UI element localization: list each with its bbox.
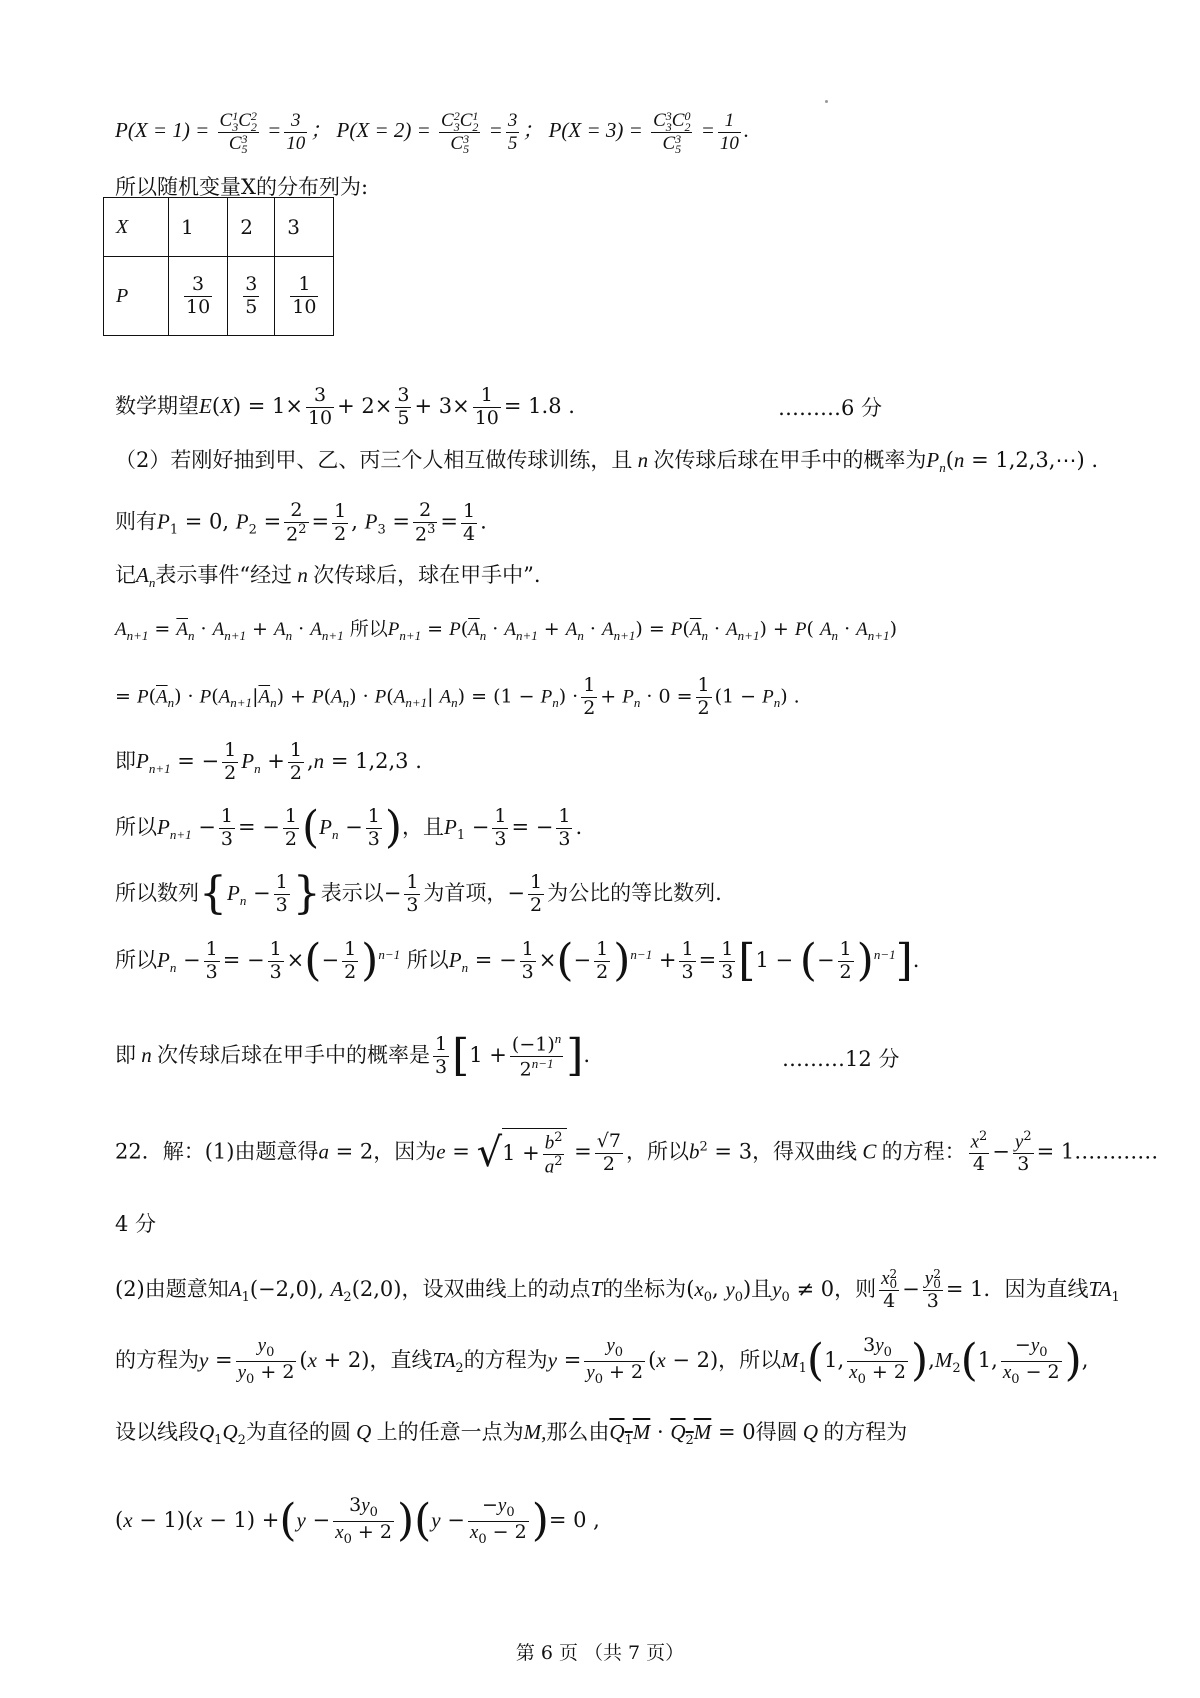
score-4: 4 分: [115, 1212, 157, 1236]
circle-equation: (x − 1)(x − 1) +(y − $\frac{3y_0}{x_0 + 2}$ )(y − $\frac{-y_0}{x_0 - 2}$ )= 0 ,: [115, 1494, 600, 1547]
problem22-part2-line1: (2)由题意知$A_1(-2,0)$, $A_2(2,0)$，设双曲线上的动点T的坐标为($x_0$, $y_0$)且$y_0 \ne 0$，则 x 2 0 4 − y 2 0 3 = 1．因为直线$TA_1$: [115, 1266, 1120, 1312]
part2-intro: （2）若刚好抽到甲、乙、丙三个人相互做传球训练，且 n 次传球后球在甲手中的概率为$P_n(n$ = 1,2,3,⋯) .: [115, 448, 1098, 476]
score-mark: ………12 分: [782, 1047, 900, 1071]
table-cell: P: [104, 257, 169, 336]
speck: [825, 100, 828, 103]
table-cell: 1: [169, 198, 228, 257]
table-cell: $\frac{1}{10}$: [275, 257, 334, 336]
table-cell: 3: [275, 198, 334, 257]
conclusion: 即 n 次传球后球在甲手中的概率是 $\frac{1}{3}$ [1 + $\frac{(-1)^n}{2^{n-1}}$ ].: [115, 1030, 591, 1081]
table-cell: X: [104, 198, 169, 257]
shifted-recurrence: 所以$P_{n+1}$ − $\frac{1}{3}$ = − $\frac{1}{2}$ ($P_n$ − $\frac{1}{3}$ )，且$P_1$ − $\frac{1}{3}$ = − $\frac{1}{3}$ .: [115, 802, 583, 853]
problem22-part1: 22．解：(1)由题意得a = 2，因为e = √1 + $\frac{b^2}{a^2}$ = $\frac{√7}{2}$ ，所以$b^2 = 3$，得双曲线 C 的方程： $\frac{x^2}{4}$ − $\frac{y^2}{3}$ = 1…………: [115, 1129, 1159, 1178]
table-row: [104, 198, 334, 257]
recurrence-line-1: $A_{n+1} = \overline{A}_n \cdot A_{n+1} + A_n \cdot A_{n+1}$ 所以$P_{n+1} = P(\overline{A}_n \cdot A_{n+1} + A_n \cdot A_{n+1}) = P(\overline{A}_n \cdot A_{n+1}) + P$( $A_n \cdot A_{n+1}$): [115, 618, 897, 643]
prob-line: P(X = 1) = C 1 3 C 2 2 C 3 5 = $\frac{3}{10}$ ； P(X = 2) = C 2 3 C 1 2 C 3 5 = $\frac{3}{5}$ ； P(X = 3) = C 3 3 C 0 2 C 3 5 = $\frac{1}{10}$ .: [115, 109, 750, 157]
recurrence-line-2: = $P(\overline{A}_n) \cdot P(A_{n+1}|\overline{A}_n) + P(A_n) \cdot P(A_{n+1}|$ $A_n) = (1 - P_n)$ · $\frac{1}{2}$ + $P_n \cdot 0$ = $\frac{1}{2}$ $(1 - P_n)$ .: [115, 674, 800, 719]
problem22-part2-line2: 的方程为y = $\frac{y_0}{y_0 + 2}$ (x + 2)，直线$TA_2$的方程为y = $\frac{y_0}{y_0 + 2}$ (x − 2)，所以$M_1(1$, $\frac{3y_0}{x_0 + 2}$ )$,M_2(1$, $\frac{-y_0}{x_0 - 2}$ ),: [115, 1334, 1089, 1387]
problem22-part2-line3: 设以线段$Q_1Q_2$为直径的圆 Q 上的任意一点为M,那么由$Q_1M \cdot Q_2M = 0$得圆 Q 的方程为: [115, 1420, 908, 1449]
dist-intro: 所以随机变量X的分布列为:: [115, 175, 369, 199]
distribution-table: [103, 197, 334, 336]
score-mark: ………6 分: [778, 396, 883, 420]
table-cell: $\frac{3}{10}$: [169, 257, 228, 336]
event-def: 记$A_n$表示事件“经过 n 次传球后，球在甲手中”.: [115, 563, 541, 591]
table-cell: $\frac{3}{5}$: [228, 257, 275, 336]
expectation-line: 数学期望E(X) = 1× $\frac{3}{10}$ + 2× $\frac{3}{5}$ + 3× $\frac{1}{10}$ = 1.8 .: [115, 384, 575, 429]
page-footer: 第 6 页 （共 7 页）: [515, 1642, 685, 1664]
recurrence-result: 即$P_{n+1}$ = − $\frac{1}{2}$ $P_n$ + $\frac{1}{2}$ ,n = 1,2,3 .: [115, 739, 422, 784]
table-row: [104, 257, 334, 336]
geometric-sequence: 所以数列{$P_n$ − $\frac{1}{3}$ }表示以− $\frac{1}{3}$ 为首项，− $\frac{1}{2}$ 为公比的等比数列.: [115, 868, 722, 919]
general-term: 所以$P_n$ − $\frac{1}{3}$ = − $\frac{1}{3}$ ×(− $\frac{1}{2}$ )$^{n-1}$ 所以$P_n$ = − $\frac{1}{3}$ ×(− $\frac{1}{2}$ )$^{n-1}$ + $\frac{1}{3}$ = $\frac{1}{3}$ [1 − (− $\frac{1}{2}$ )$^{n-1}$].: [115, 935, 920, 986]
table-cell: 2: [228, 198, 275, 257]
initial-values: 则有$P_1 = 0$, $P_2$ = $\frac{2}{2^2}$ = $\frac{1}{2}$ , $P_3$ = $\frac{2}{2^3}$ = $\frac{1}{4}$ .: [115, 499, 487, 546]
